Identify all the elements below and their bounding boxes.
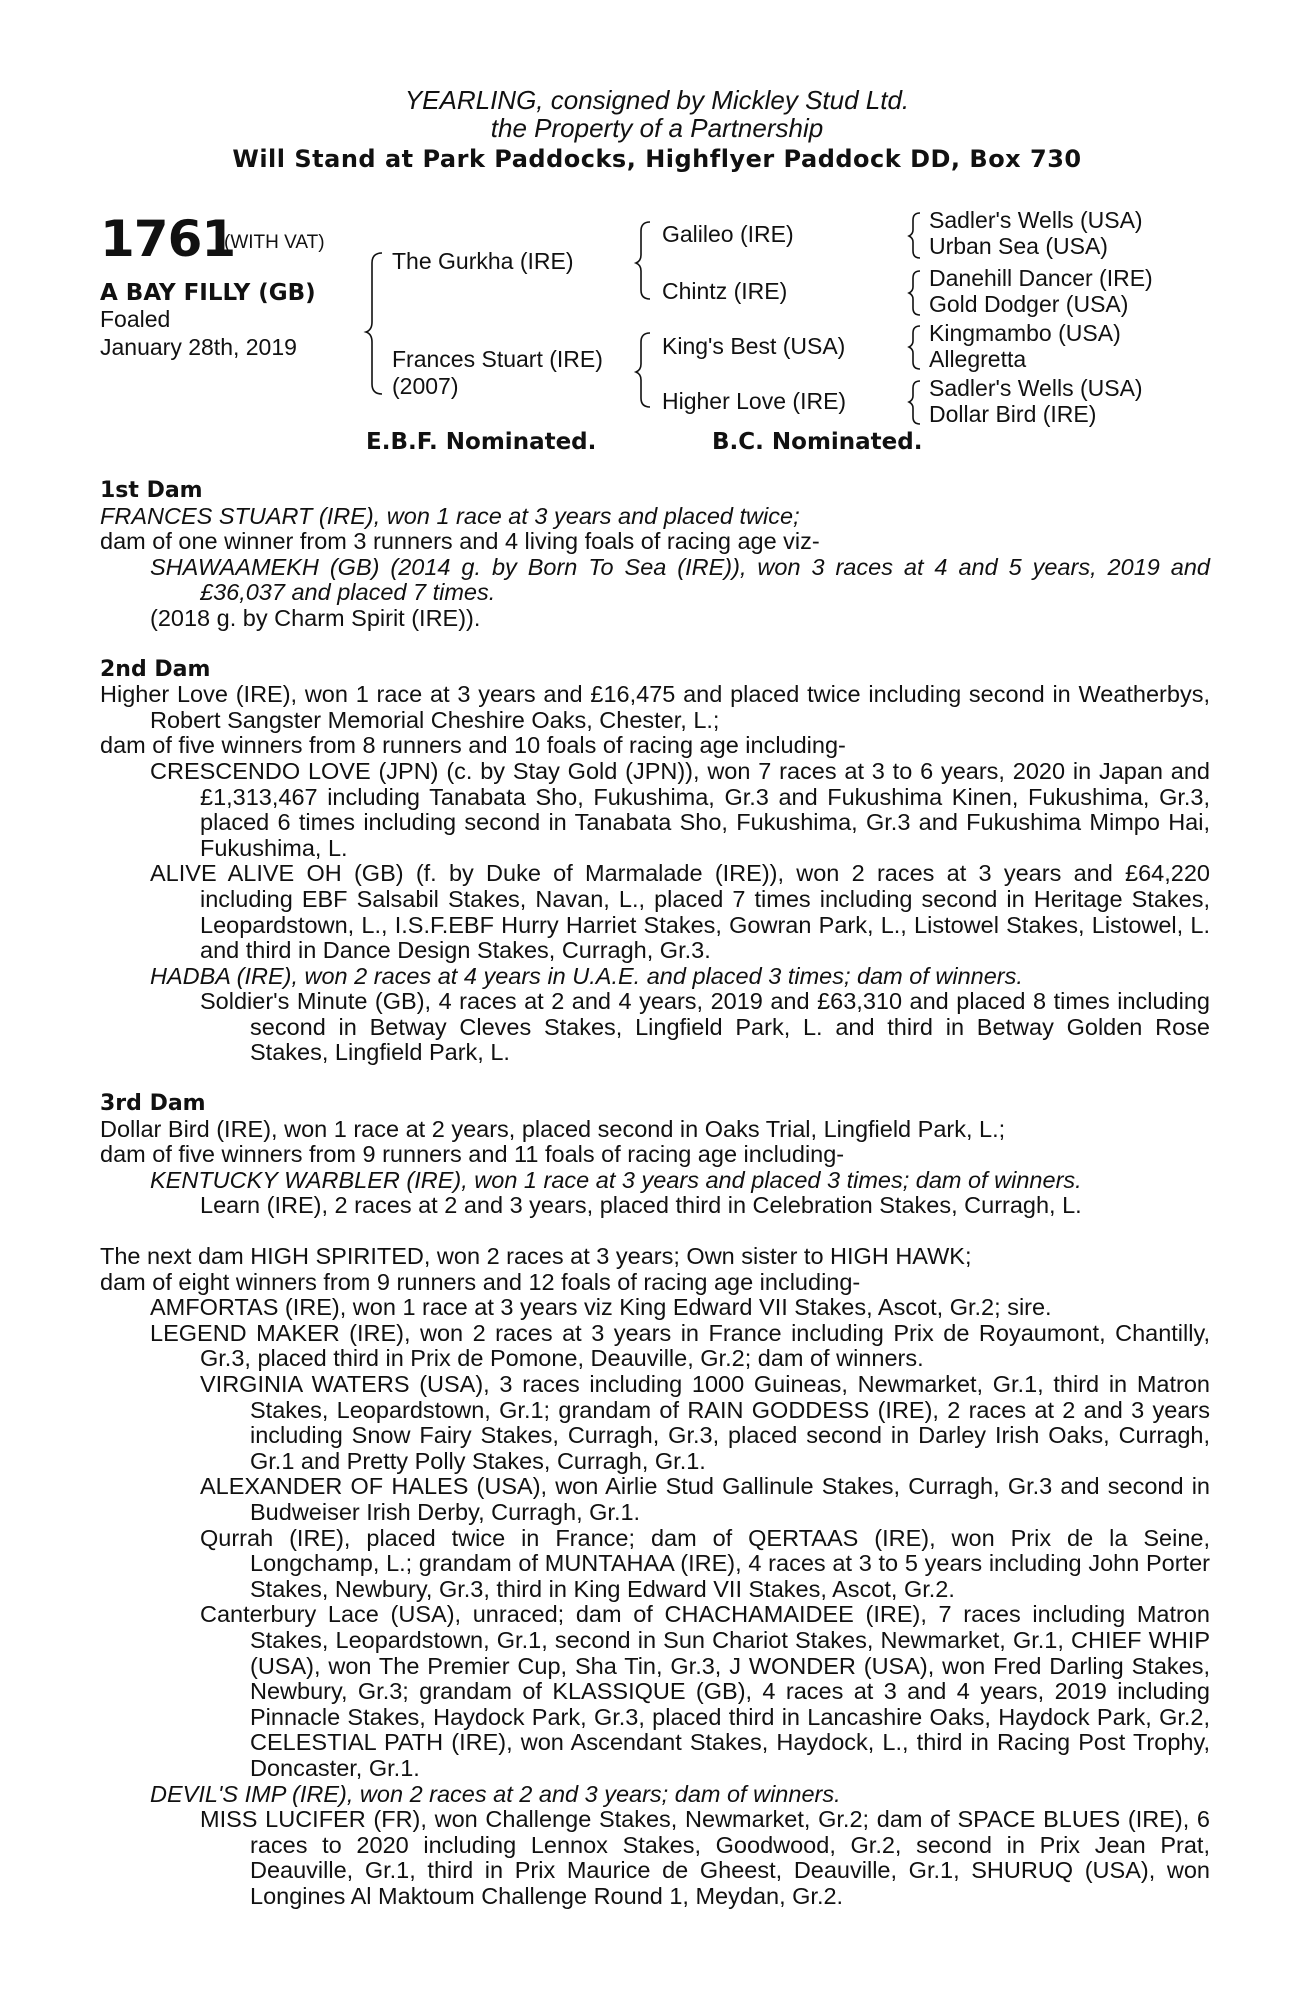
dam-dam: Higher Love (IRE) [662, 388, 847, 414]
bracket-sire [636, 222, 650, 299]
produce-entry-2018: (2018 g. by Charm Spirit (IRE)). [150, 604, 481, 631]
lot-number: 1761 [100, 210, 236, 268]
produce-soldiers-minute: Soldier's Minute (GB), 4 races at 2 and 4 years, 2019 and £63,310 and placed 8 times including second in Betway Cleves Stakes, Lingfield Park, L. and third in Betway Golden Rose Stakes, Lingfield Park, L. [200, 988, 1210, 1066]
pedigree-notes [100, 478, 1210, 1909]
produce-shawaamekh: SHAWAAMEKH (GB) (2014 g. by Born To Sea (IRE)), won 3 races at 4 and 5 years, 2019 and £36,037 and placed 7 times. [150, 553, 1210, 606]
sire-dam: Chintz (IRE) [662, 278, 788, 304]
foaled-date: January 28th, 2019 [100, 334, 297, 360]
stabling-line: Will Stand at Park Paddocks, Highflyer Paddock DD, Box 730 [232, 145, 1082, 173]
next-dam-produce-summary: dam of eight winners from 9 runners and 12 foals of racing age including- [100, 1268, 861, 1295]
produce-miss-lucifer: MISS LUCIFER (FR), won Challenge Stakes, Newmarket, Gr.2; dam of SPACE BLUES (IRE), 6 races to 2020 including Lennox Stakes, Goodwood, Gr.2, second in Prix Jean Prat, Deauville, Gr.1, third in Prix Maurice de Gheest, Deauville, Gr.1, SHURUQ (USA), won Longines Al Maktoum Challenge Round 1, Meydan, Gr.2. [200, 1806, 1210, 1909]
bracket-gen1 [366, 253, 382, 394]
dam: Frances Stuart (IRE) [392, 346, 603, 372]
bracket-g3b [909, 271, 920, 315]
dam-year: (2007) [392, 373, 459, 399]
produce-legend-maker: LEGEND MAKER (IRE), won 2 races at 3 years in France including Prix de Royaumont, Chantilly, Gr.3, placed third in Prix de Pomone, Deauville, Gr.2; dam of winners. [150, 1319, 1210, 1372]
ancestor-5: Kingmambo (USA) [929, 320, 1121, 346]
vat-note: (WITH VAT) [224, 232, 325, 253]
first-dam-produce-summary: dam of one winner from 3 runners and 4 living foals of racing age viz- [100, 528, 820, 555]
ancestor-8: Dollar Bird (IRE) [929, 401, 1097, 427]
third-dam-entry: Dollar Bird (IRE), won 1 race at 2 years, placed second in Oaks Trial, Lingfield Park, L.; [100, 1115, 1006, 1142]
produce-alive-alive-oh: ALIVE ALIVE OH (GB) (f. by Duke of Marmalade (IRE)), won 2 races at 3 years and £64,220 including EBF Salsabil Stakes, Navan, L., placed 7 times including second in Heritage Stakes, Leopardstown, L., I.S.F.EBF Hurry Harriet Stakes, Gowran Park, L., Listowel Stakes, Listowel, L. and third in Dance Design Stakes, Curragh, Gr.3. [150, 860, 1210, 964]
third-dam-heading: 3rd Dam [100, 1091, 206, 1117]
bracket-g3d [909, 381, 920, 424]
produce-hadba: HADBA (IRE), won 2 races at 4 years in U.A.E. and placed 3 times; dam of winners. [150, 962, 1023, 989]
sire: The Gurkha (IRE) [392, 248, 574, 274]
produce-devils-imp: DEVIL'S IMP (IRE), won 2 races at 2 and 3 years; dam of winners. [150, 1780, 841, 1807]
produce-kentucky-warbler: KENTUCKY WARBLER (IRE), won 1 race at 3 years and placed 3 times; dam of winners. [150, 1166, 1082, 1193]
produce-virginia-waters: VIRGINIA WATERS (USA), 3 races including 1000 Guineas, Newmarket, Gr.1, third in Matron Stakes, Leopardstown, Gr.1; grandam of RAIN GODDESS (IRE), 2 races at 2 and 3 years including Snow Fairy Stakes, Curragh, Gr.3, placed second in Darley Irish Oaks, Curragh, Gr.1 and Pretty Polly Stakes, Curragh, Gr.1. [200, 1371, 1210, 1474]
next-dam-entry: The next dam HIGH SPIRITED, won 2 races at 3 years; Own sister to HIGH HAWK; [100, 1243, 972, 1270]
dam-sire: King's Best (USA) [662, 333, 846, 359]
produce-entry [100, 555, 1210, 606]
produce-canterbury-lace: Canterbury Lace (USA), unraced; dam of CHACHAMAIDEE (IRE), 7 races including Matron Stakes, Leopardstown, Gr.1, second in Sun Chariot Stakes, Newmarket, Gr.1, CHIEF WHIP (USA), won The Premier Cup, Sha Tin, Gr.3, J WONDER (USA), won Fred Darling Stakes, Newbury, Gr.3; grandam of KLASSIQUE (GB), 4 races at 3 and 4 years, 2019 including Pinnacle Stakes, Haydock Park, Gr.3, placed third in Lancashire Oaks, Haydock Park, Gr.2, CELESTIAL PATH (IRE), won Ascendant Stakes, Haydock, L., third in Racing Post Trophy, Doncaster, Gr.1. [200, 1601, 1210, 1781]
first-dam-heading: 1st Dam [100, 478, 203, 503]
produce-learn: Learn (IRE), 2 races at 2 and 3 years, placed third in Celebration Stakes, Curragh, L. [200, 1192, 1082, 1219]
ancestor-2: Urban Sea (USA) [929, 233, 1108, 259]
first-dam-name: FRANCES STUART (IRE), won 1 race at 3 years and placed twice; [100, 502, 800, 529]
lot-name: A BAY FILLY (GB) [100, 280, 316, 306]
bracket-g3a [909, 213, 920, 258]
consignor-line: YEARLING, consigned by Mickley Stud Ltd. [404, 85, 910, 115]
third-dam-produce-summary: dam of five winners from 9 runners and 11 foals of racing age including- [100, 1141, 845, 1168]
foaled-label: Foaled [100, 306, 171, 332]
bc-nomination: B.C. Nominated. [712, 429, 923, 455]
sire-sire: Galileo (IRE) [662, 221, 794, 247]
produce-qurrah: Qurrah (IRE), placed twice in France; dam of QERTAAS (IRE), won Prix de la Seine, Longchamp, L.; grandam of MUNTAHAA (IRE), 4 races at 3 to 5 years including John Porter Stakes, Newbury, Gr.3, third in King Edward VII Stakes, Ascot, Gr.2. [200, 1524, 1210, 1602]
second-dam-produce-summary: dam of five winners from 8 runners and 10 foals of racing age including- [100, 732, 846, 759]
produce-amfortas: AMFORTAS (IRE), won 1 race at 3 years viz King Edward VII Stakes, Ascot, Gr.2; sire. [150, 1294, 1052, 1321]
ancestor-7: Sadler's Wells (USA) [929, 375, 1143, 401]
second-dam-heading: 2nd Dam [100, 656, 211, 682]
ancestor-6: Allegretta [929, 346, 1027, 372]
ancestor-1: Sadler's Wells (USA) [929, 207, 1143, 233]
first-dam-entry [100, 504, 1210, 530]
ancestor-4: Gold Dodger (USA) [929, 291, 1129, 317]
ancestor-3: Danehill Dancer (IRE) [929, 265, 1153, 291]
second-dam-entry: Higher Love (IRE), won 1 race at 3 years and £16,475 and placed twice including second in Weatherbys, Robert Sangster Memorial Cheshire Oaks, Chester, L.; [100, 681, 1210, 733]
ebf-nomination: E.B.F. Nominated. [366, 429, 597, 455]
produce-alexander-of-hales: ALEXANDER OF HALES (USA), won Airlie Stud Gallinule Stakes, Curragh, Gr.3 and second in Budweiser Irish Derby, Curragh, Gr.1. [200, 1473, 1210, 1525]
produce-crescendo-love: CRESCENDO LOVE (JPN) (c. by Stay Gold (JPN)), won 7 races at 3 to 6 years, 2020 in Japan and £1,313,467 including Tanabata Sho, Fukushima, Gr.3 and Fukushima Kinen, Fukushima, Gr.3, placed 6 times including second in Tanabata Sho, Fukushima, Gr.3 and Fukushima Mimpo Hai, Fukushima, L. [150, 757, 1210, 861]
bracket-g3c [909, 326, 920, 369]
bracket-dam [636, 333, 650, 407]
property-line: the Property of a Partnership [490, 113, 824, 143]
